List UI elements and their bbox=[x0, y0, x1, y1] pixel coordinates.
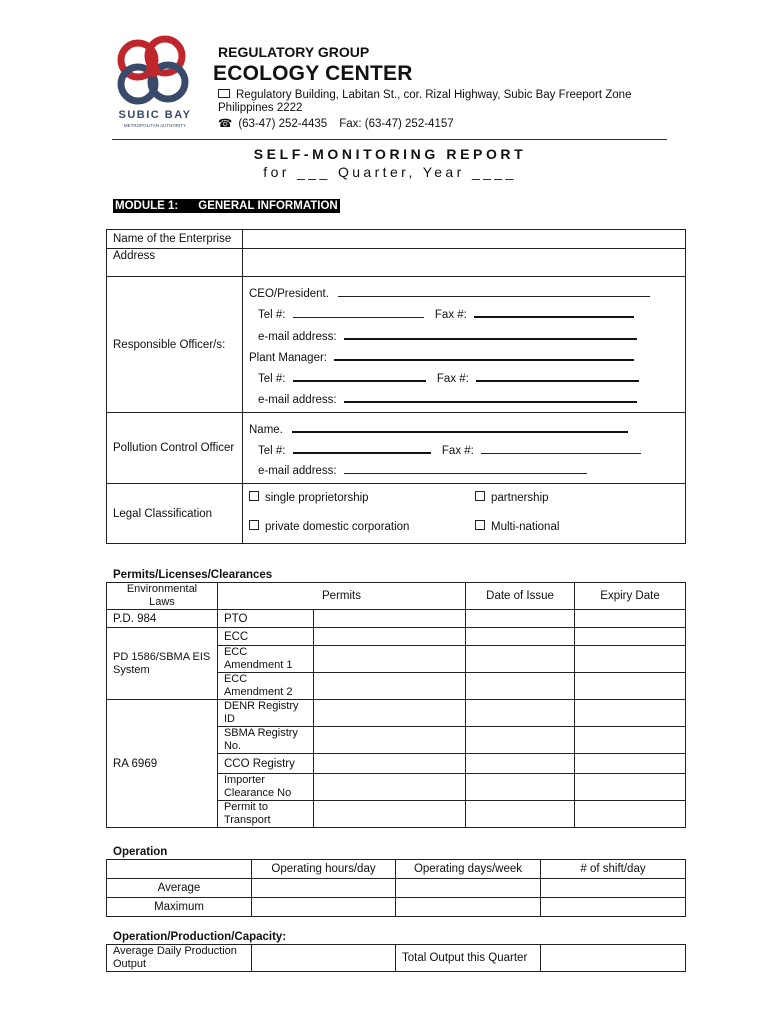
law-pd1586: PD 1586/SBMA EIS System bbox=[107, 628, 218, 700]
checkbox-icon[interactable] bbox=[249, 520, 259, 530]
fax-number: Fax: (63-47) 252-4157 bbox=[339, 118, 454, 130]
total-output-label: Total Output this Quarter bbox=[396, 945, 541, 972]
cell[interactable] bbox=[313, 801, 465, 828]
header-environmental-laws: Environmental Laws bbox=[107, 583, 218, 610]
center-title: ECOLOGY CENTER bbox=[213, 62, 413, 85]
cell[interactable] bbox=[313, 628, 465, 646]
cell[interactable] bbox=[541, 898, 686, 917]
operation-title: Operation bbox=[113, 846, 168, 858]
total-output-field[interactable] bbox=[541, 945, 686, 972]
phone-number: (63-47) 252-4435 bbox=[238, 118, 328, 130]
permit-ecc-amendment-2: ECC Amendment 2 bbox=[217, 673, 313, 700]
production-table bbox=[106, 944, 686, 972]
permit-ecc: ECC bbox=[217, 628, 313, 646]
address-field[interactable] bbox=[243, 249, 686, 277]
production-title: Operation/Production/Capacity: bbox=[113, 931, 287, 943]
ceo-row: CEO/President. bbox=[249, 285, 650, 300]
permits-title: Permits/Licenses/Clearances bbox=[113, 569, 273, 581]
permit-cco-registry: CCO Registry bbox=[217, 754, 313, 774]
header-date-of-issue: Date of Issue bbox=[466, 583, 575, 610]
cell[interactable] bbox=[313, 700, 465, 727]
report-subtitle: for ___ Quarter, Year ____ bbox=[263, 164, 517, 180]
cell[interactable] bbox=[396, 898, 541, 917]
responsible-label: Responsible Officer/s: bbox=[107, 277, 243, 413]
cell[interactable] bbox=[575, 673, 686, 700]
cell[interactable] bbox=[466, 727, 575, 754]
operation-table bbox=[106, 859, 686, 917]
cell[interactable] bbox=[252, 898, 396, 917]
checkbox-icon[interactable] bbox=[249, 491, 259, 501]
cell[interactable] bbox=[575, 801, 686, 828]
pm-tel-row: Tel #: Fax #: bbox=[258, 369, 639, 385]
permits-table bbox=[106, 582, 686, 828]
header-operating-days: Operating days/week bbox=[396, 860, 541, 879]
avg-daily-output-field[interactable] bbox=[252, 945, 396, 972]
cell[interactable] bbox=[575, 610, 686, 628]
cell[interactable] bbox=[466, 628, 575, 646]
cell[interactable] bbox=[541, 879, 686, 898]
option-private-domestic-corporation[interactable]: private domestic corporation bbox=[249, 520, 409, 533]
header-shifts: # of shift/day bbox=[541, 860, 686, 879]
cell[interactable] bbox=[313, 754, 465, 774]
address-label: Address bbox=[107, 249, 243, 277]
cell[interactable] bbox=[313, 646, 465, 673]
address-line: Regulatory Building, Labitan St., cor. Rizal Highway, Subic Bay Freeport Zone bbox=[218, 89, 631, 101]
cell bbox=[107, 860, 252, 879]
pco-tel-row: Tel #: Fax #: bbox=[258, 441, 641, 457]
cell[interactable] bbox=[313, 727, 465, 754]
cell[interactable] bbox=[575, 700, 686, 727]
cell[interactable] bbox=[575, 646, 686, 673]
report-title: SELF-MONITORING REPORT bbox=[253, 146, 527, 162]
option-multi-national[interactable]: Multi-national bbox=[475, 520, 559, 533]
cell[interactable] bbox=[466, 801, 575, 828]
telephone-icon: ☎ bbox=[218, 118, 233, 130]
header-permits: Permits bbox=[217, 583, 465, 610]
law-ra6969: RA 6969 bbox=[107, 700, 218, 828]
pco-name-row: Name. bbox=[249, 420, 628, 436]
pco-email-row: e-mail address: bbox=[258, 462, 587, 477]
pco-label: Pollution Control Officer bbox=[107, 413, 243, 484]
law-pd984: P.D. 984 bbox=[107, 610, 218, 628]
row-maximum: Maximum bbox=[107, 898, 252, 917]
cell[interactable] bbox=[313, 774, 465, 801]
checkbox-icon[interactable] bbox=[475, 491, 485, 501]
permit-to-transport: Permit to Transport bbox=[217, 801, 313, 828]
enterprise-label: Name of the Enterprise bbox=[107, 230, 243, 249]
group-title: REGULATORY GROUP bbox=[218, 44, 370, 60]
permit-importer-clearance: Importer Clearance No bbox=[217, 774, 313, 801]
enterprise-field[interactable] bbox=[243, 230, 686, 249]
cell[interactable] bbox=[313, 610, 465, 628]
contact-line bbox=[218, 116, 454, 130]
option-partnership[interactable]: partnership bbox=[475, 491, 549, 504]
cell[interactable] bbox=[466, 700, 575, 727]
cell[interactable] bbox=[252, 879, 396, 898]
plant-manager-row: Plant Manager: bbox=[249, 348, 634, 364]
cell[interactable] bbox=[466, 754, 575, 774]
avg-daily-output-label: Average Daily Production Output bbox=[107, 945, 252, 972]
cell[interactable] bbox=[466, 610, 575, 628]
option-single-proprietorship[interactable]: single proprietorship bbox=[249, 491, 369, 504]
module-label: MODULE 1: GENERAL INFORMATION bbox=[115, 200, 338, 212]
checkbox-icon[interactable] bbox=[475, 520, 485, 530]
logo-subtext: METROPOLITAN AUTHORITY bbox=[123, 123, 187, 128]
cell[interactable] bbox=[466, 673, 575, 700]
legal-label: Legal Classification bbox=[107, 484, 243, 544]
header-expiry-date: Expiry Date bbox=[575, 583, 686, 610]
header-operating-hours: Operating hours/day bbox=[252, 860, 396, 879]
cell[interactable] bbox=[396, 879, 541, 898]
ceo-tel-row: Tel #: Fax #: bbox=[258, 305, 634, 321]
ceo-email-row: e-mail address: bbox=[258, 327, 637, 343]
subic-bay-logo bbox=[110, 32, 200, 130]
permit-pto: PTO bbox=[217, 610, 313, 628]
pm-email-row: e-mail address: bbox=[258, 390, 637, 406]
general-info-table bbox=[106, 229, 686, 544]
permit-ecc-amendment-1: ECC Amendment 1 bbox=[217, 646, 313, 673]
cell[interactable] bbox=[466, 774, 575, 801]
address-line-2: Philippines 2222 bbox=[218, 102, 303, 114]
permit-sbma-registry: SBMA Registry No. bbox=[217, 727, 313, 754]
permit-denr-registry: DENR Registry ID bbox=[217, 700, 313, 727]
header-divider bbox=[112, 139, 667, 140]
cell[interactable] bbox=[466, 646, 575, 673]
envelope-icon bbox=[218, 89, 230, 98]
row-average: Average bbox=[107, 879, 252, 898]
cell[interactable] bbox=[313, 673, 465, 700]
cell[interactable] bbox=[575, 774, 686, 801]
logo-text: SUBIC BAY bbox=[118, 109, 192, 121]
cell[interactable] bbox=[575, 628, 686, 646]
cell[interactable] bbox=[575, 727, 686, 754]
cell[interactable] bbox=[575, 754, 686, 774]
